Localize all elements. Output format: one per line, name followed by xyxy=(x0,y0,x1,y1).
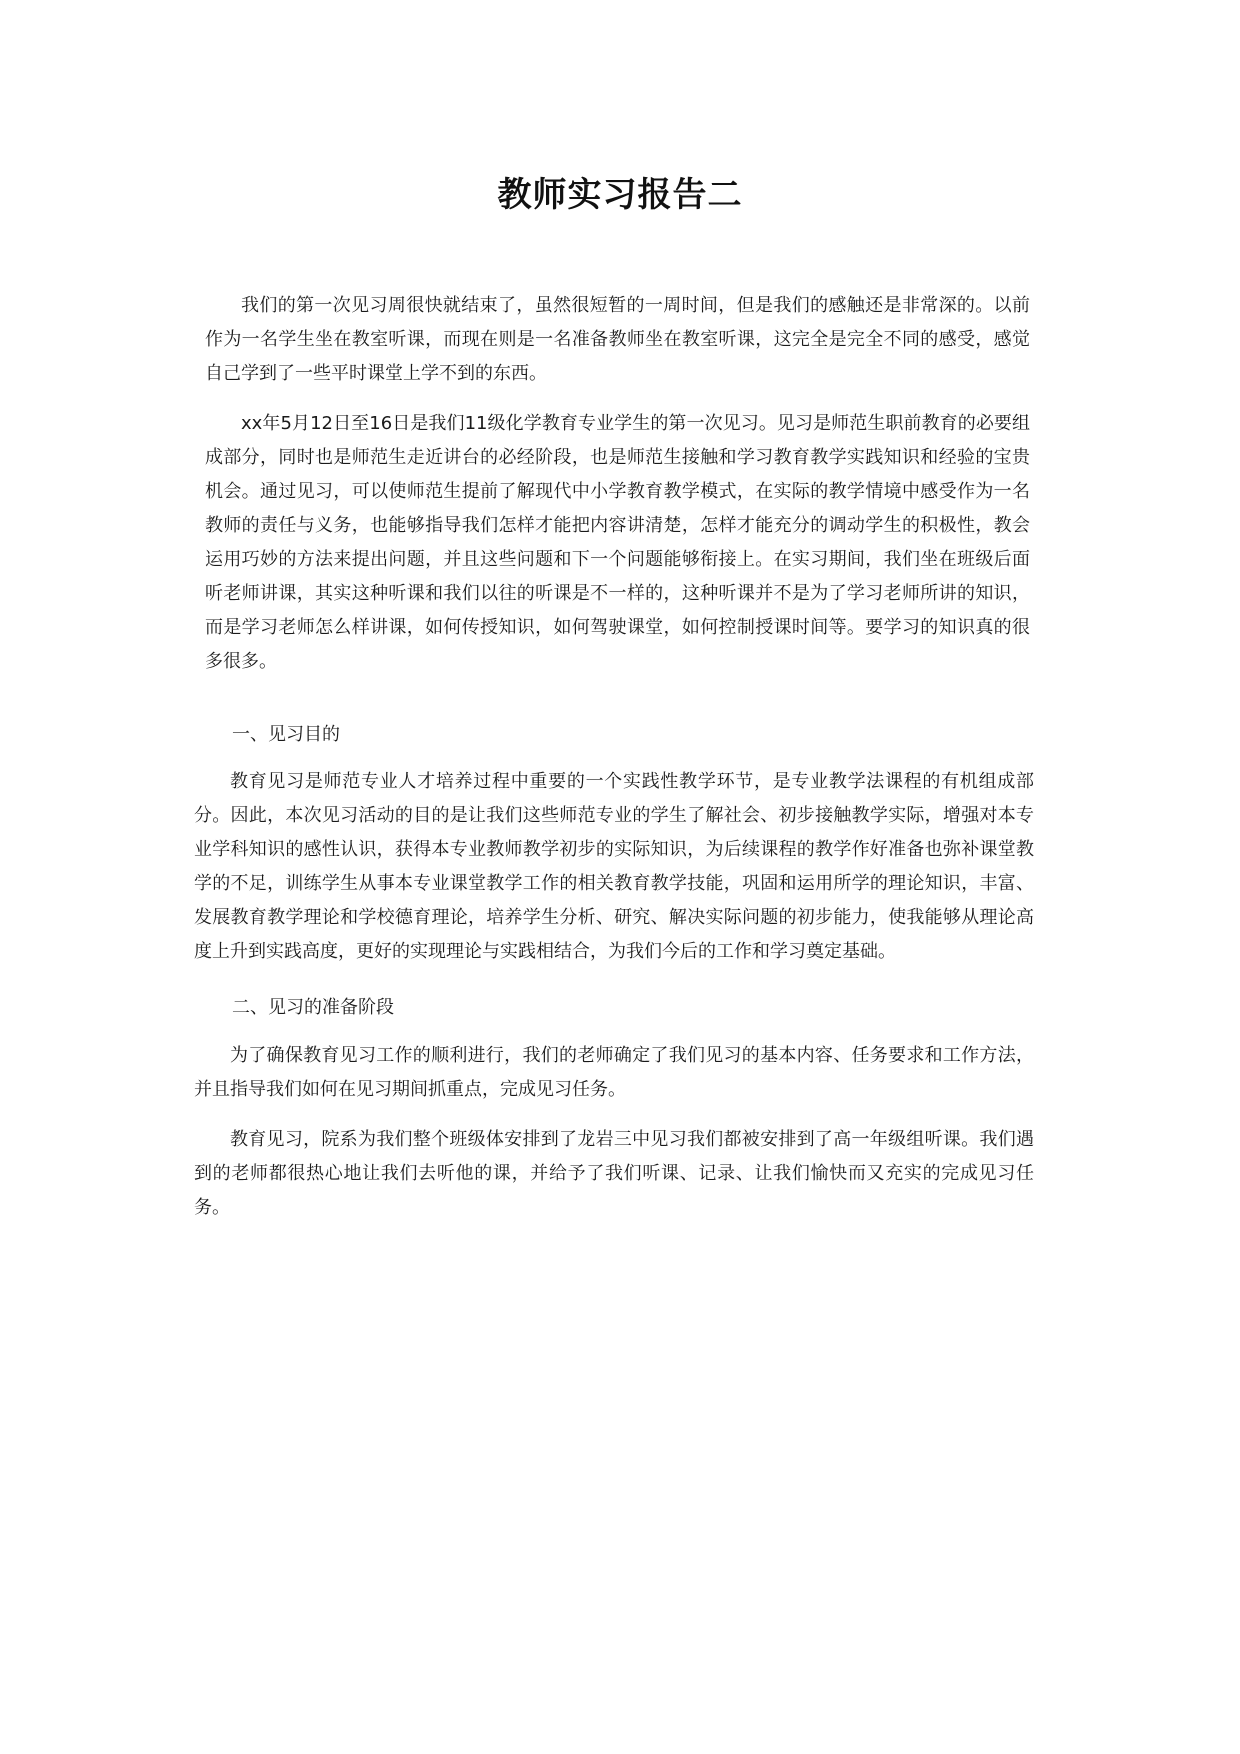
paragraph-preparation: 为了确保教育见习工作的顺利进行，我们的老师确定了我们见习的基本内容、任务要求和工作方法，并且指导我们如何在见习期间抓重点，完成见习任务。 xyxy=(194,1045,1034,1100)
paragraph-background: xx年5月12日至16日是我们11级化学教育专业学生的第一次见习。见习是师范生职前教育的必要组成部分，同时也是师范生走近讲台的必经阶段，也是师范生接触和学习教育教学实践知识和经验的宝贵机会。通过见习，可以使师范生提前了解现代中小学教育教学模式，在实际的教学情境中感受作为一名教师的责任与义务，也能够指导我们怎样才能把内容讲清楚，怎样才能充分的调动学生的积极性，教会运用巧妙的方法来提出问题，并且这些问题和下一个问题能够衔接上。在实习期间，我们坐在班级后面听老师讲课，其实这种听课和我们以往的听课是不一样的，这种听课并不是为了学习老师所讲的知识，而是学习老师怎么样讲课，如何传授知识，如何驾驶课堂，如何控制授课时间等。要学习的知识真的很多很多。 xyxy=(205,413,1030,672)
paragraph-purpose: 教育见习是师范专业人才培养过程中重要的一个实践性教学环节，是专业教学法课程的有机组成部分。因此，本次见习活动的目的是让我们这些师范专业的学生了解社会、初步接触教学实际，增强对本专业学科知识的感性认识，获得本专业教师教学初步的实际知识，为后续课程的教学作好准备也弥补课堂教学的不足，训练学生从事本专业课堂教学工作的相关教育教学技能，巩固和运用所学的理论知识，丰富、发展教育教学理论和学校德育理论，培养学生分析、研究、解决实际问题的初步能力，使我能够从理论高度上升到实践高度，更好的实现理论与实践相结合，为我们今后的工作和学习奠定基础。 xyxy=(194,771,1034,962)
document-title: 教师实习报告二 xyxy=(497,175,743,215)
paragraph-intro: 我们的第一次见习周很快就结束了，虽然很短暂的一周时间，但是我们的感触还是非常深的。以前作为一名学生坐在教室听课，而现在则是一名准备教师坐在教室听课，这完全是完全不同的感受，感觉自己学到了一些平时课堂上学不到的东西。 xyxy=(205,295,1030,384)
paragraph-arrangement: 教育见习，院系为我们整个班级体安排到了龙岩三中见习我们都被安排到了高一年级组听课。我们遇到的老师都很热心地让我们去听他的课，并给予了我们听课、记录、让我们愉快而又充实的完成见习任务。 xyxy=(194,1129,1034,1218)
section-heading-purpose: 一、见习目的 xyxy=(232,724,340,745)
section-heading-preparation: 二、见习的准备阶段 xyxy=(232,997,394,1018)
